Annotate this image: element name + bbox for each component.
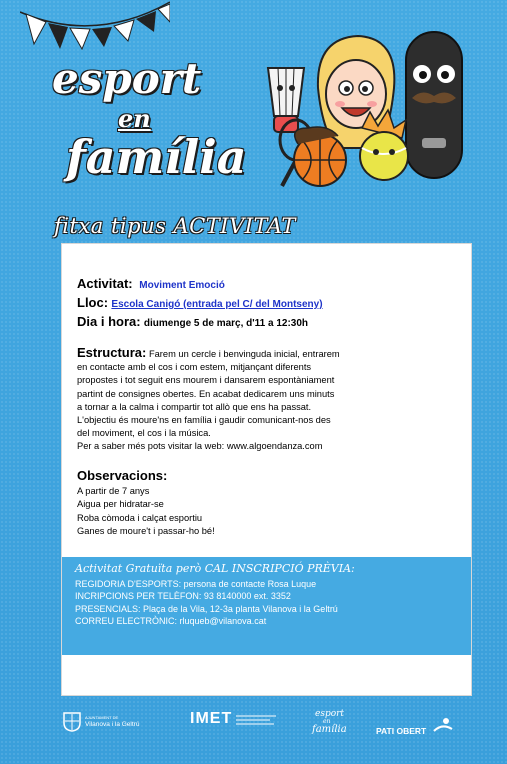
imet-lines-icon	[236, 714, 276, 728]
estructura-text-2: propostes i tot seguit ens mourem i dansarem espontàniament	[77, 375, 335, 386]
observacions-heading: Observacions:	[77, 467, 168, 483]
estructura-heading: Estructura:	[77, 345, 147, 360]
imet-logo	[190, 710, 280, 736]
activitat-label: Activitat:	[77, 276, 133, 291]
dia-value: diumenge 5 de març, d'11 a 12:30h	[143, 318, 309, 329]
bunting-decoration	[20, 0, 170, 50]
title-familia: família	[66, 130, 247, 184]
estructura-text-7: Per a saber més pots visitar la web: www.algoendanza.com	[77, 441, 323, 452]
esport-en-familia-logo	[309, 709, 359, 739]
inscripcio-presencials: PRESENCIALS: Plaça de la Vila, 12-3a planta Vilanova i la Geltrú	[75, 603, 338, 614]
activity-info	[77, 276, 441, 539]
pati-obert-text: PATI OBERT	[376, 726, 427, 736]
title-en: en	[118, 104, 151, 133]
inscripcio-lines	[75, 578, 338, 627]
estructura-text-4: a tornar a la calma i compartir tot allò que ens ha passat.	[77, 401, 312, 412]
estructura-text-3: partint de consignes obertes. En acabat dedicarem uns minuts	[77, 388, 335, 399]
ajuntament-small-text: AJUNTAMENT DE	[85, 715, 119, 720]
tennis-ball-icon	[360, 110, 408, 180]
dia-row	[77, 314, 441, 329]
lloc-link[interactable]: Escola Canigó (entrada pel C/ del Montseny)	[111, 299, 323, 310]
skateboard-character	[406, 32, 462, 178]
pati-obert-logo	[376, 721, 466, 737]
estructura-text-0: Farem un cercle i benvinguda inicial, entrarem	[148, 349, 340, 359]
activitat-value: Moviment Emoció	[139, 280, 225, 291]
activitat-row	[77, 276, 441, 291]
inscripcio-regidoria: REGIDORIA D'ESPORTS: persona de contacte Rosa Luque	[75, 579, 317, 589]
estructura-section	[77, 346, 441, 454]
observacio-item: Roba còmoda i calçat esportiu	[77, 512, 203, 523]
observacio-item: Aigua per hidratar-se	[77, 499, 164, 510]
lloc-label: Lloc:	[77, 295, 109, 310]
ajuntament-logo	[63, 712, 163, 734]
inscripcio-correu[interactable]: CORREU ELECTRÒNIC: rluqueb@vilanova.cat	[75, 615, 267, 626]
activity-card	[61, 243, 472, 696]
observacions-section	[77, 468, 441, 539]
ef-logo-en: en	[323, 718, 331, 725]
city-crest-icon	[63, 712, 81, 732]
lloc-row	[77, 295, 441, 310]
title-esport: esport	[52, 54, 202, 103]
observacio-item: Ganes de moure't i passar-ho bé!	[77, 526, 215, 537]
inscripcio-heading: Activitat Gratuïta però CAL INSCRIPCIÓ PRÈVIA:	[75, 562, 355, 575]
pati-obert-figure-icon	[432, 717, 454, 733]
mascots-illustration	[258, 28, 468, 188]
ef-logo-familia: família	[312, 724, 347, 735]
dia-label: Dia i hora:	[77, 314, 141, 329]
estructura-text-6: del moviment, el cos i la música.	[77, 428, 211, 439]
ajuntament-name: Vilanova i la Geltrú	[85, 721, 140, 728]
observacio-item: A partir de 7 anys	[77, 485, 150, 496]
ef-logo-esport: esport	[315, 709, 345, 719]
estructura-line-1	[77, 346, 441, 361]
inscripcio-telefon: INCRIPCIONS PER TELÈFON: 93 8140000 ext. 3352	[75, 591, 291, 602]
estructura-text-5: L'objectiu és moure'ns en família i gaudir comunicant-nos des	[77, 415, 331, 426]
estructura-text-1: en contacte amb el cos i com estem, mitjançant diferents	[77, 362, 312, 373]
subtitle: fitxa tipus ACTIVITAT	[54, 214, 296, 238]
imet-text: IMET	[190, 710, 233, 727]
inscripcio-panel	[62, 557, 471, 655]
